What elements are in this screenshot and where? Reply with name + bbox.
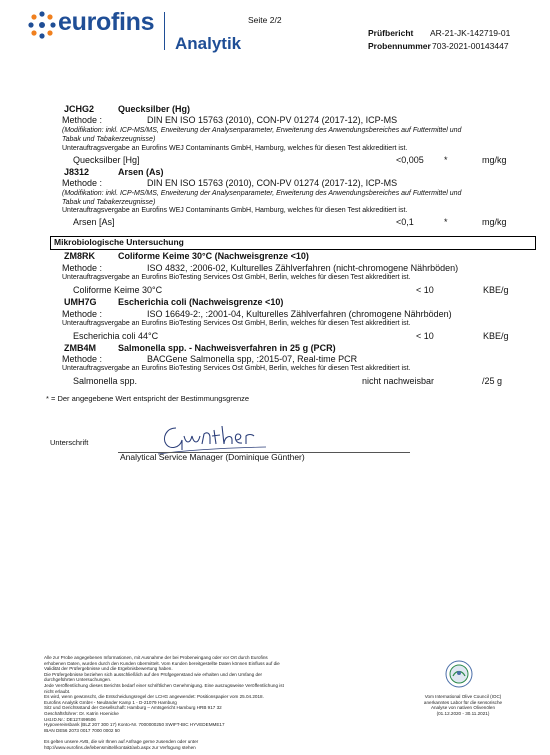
test-code: ZM8RK	[64, 251, 95, 261]
test-code: JCHG2	[64, 104, 95, 114]
method-value: DIN EN ISO 15763 (2010), CON-PV 01274 (2017-12), ICP-MS	[147, 115, 398, 125]
method-value: BACGene Salmonella spp, :2015-07, Real-time PCR	[147, 354, 358, 364]
ioc-accreditation-text	[420, 694, 506, 716]
test-title: Arsen (As)	[118, 167, 164, 177]
ioc-seal-icon	[445, 660, 473, 688]
method-label: Methode :	[62, 115, 103, 125]
section-title: Mikrobiologische Untersuchung	[54, 237, 184, 247]
result-flag: *	[444, 155, 448, 165]
section-header-microbiology	[50, 236, 536, 250]
sample-number: 703-2021-00143447	[432, 41, 509, 51]
subcontract-note: Unterauftragsvergabe an Eurofins WEJ Contaminants GmbH, Hamburg, welches für diesen Test akkreditiert ist.	[62, 145, 408, 152]
logo-subtitle: Analytik	[175, 34, 242, 53]
method-value: DIN EN ISO 15763 (2010), CON-PV 01274 (2017-12), ICP-MS	[147, 178, 398, 188]
footer-line: Alle zur Probe angegebenen Informationen, mit Ausnahme der bei Probeneingang oder vor Ort durch Eurofins	[44, 655, 268, 660]
method-label: Methode :	[62, 263, 103, 273]
footer-line: Ust.ID.Nr.: DE127499506	[44, 716, 96, 722]
logo-wordmark: eurofins	[58, 8, 155, 36]
page-number: Seite 2/2	[248, 15, 282, 25]
result-unit: mg/kg	[482, 217, 507, 227]
result-value: <0,1	[396, 217, 414, 227]
subcontract-note: Unterauftragsvergabe an Eurofins WEJ Contaminants GmbH, Hamburg, welches für diesen Test akkreditiert ist.	[62, 207, 408, 214]
test-title: Coliforme Keime 30°C (Nachweisgrenze <10)	[118, 251, 309, 261]
eurofins-logo-dots-icon	[27, 10, 57, 40]
subcontract-note: Unterauftragsvergabe an Eurofins BioTesting Services Ost GmbH, Berlin, welches für diesen Test akkreditiert ist.	[62, 274, 411, 281]
result-name: Escherichia coli 44°C	[73, 331, 159, 341]
modification-note: (Modifikation: inkl. ICP-MS/MS, Erweiterung der Analysenparameter, Erweiterung des Anwendungsbereiches auf Futtermittel und	[62, 190, 462, 197]
test-code: J8312	[64, 167, 90, 177]
result-name: Salmonella spp.	[73, 376, 138, 386]
footer-line: nicht erlaubt.	[44, 688, 71, 694]
modification-note-2: Tabak und Tabakerzeugnisse)	[62, 136, 156, 143]
test-title: Escherichia coli (Nachweisgrenze <10)	[118, 297, 284, 307]
result-unit: /25 g	[482, 376, 503, 386]
footer-legal-text	[44, 655, 284, 750]
method-value: ISO 16649-2:, :2001-04, Kulturelles Zählverfahren (chromogene Nährböden)	[147, 309, 452, 319]
report-label: Prüfbericht	[368, 28, 414, 38]
footer-line: Sitz und Gerichtsstand der Gesellschaft: Hamburg – Amtsgericht Hamburg HRB 917 32	[44, 705, 222, 711]
result-name: Quecksilber [Hg]	[73, 155, 140, 165]
result-flag: *	[444, 217, 448, 227]
method-label: Methode :	[62, 178, 103, 188]
result-name: Arsen [As]	[73, 217, 115, 227]
ioc-line: (01.12.2020 - 30.11.2021)	[436, 710, 490, 716]
logo-divider	[164, 12, 165, 50]
signatory-name: Analytical Service Manager (Dominique Günther)	[120, 452, 305, 462]
result-value: <0,005	[396, 155, 424, 165]
footer-line: http://www.eurofins.de/lebensmittel/kontakt/avb.aspx zur Verfügung stehen	[44, 744, 196, 750]
footer-line: Die Prüfergebnisse beziehen sich ausschließlich auf den Prüfgegenstand wie erhalten und den Umfang der	[44, 671, 263, 677]
footer-line: erhobenen Daten, wurden durch den Kunden übermittelt. Vom Kunden bereitgestellte Daten können Einfluss auf die	[44, 660, 280, 666]
test-code: ZMB4M	[64, 343, 96, 353]
footnote: * = Der angegebene Wert entspricht der Bestimmungsgrenze	[46, 394, 250, 403]
method-value: ISO 4832, :2006-02, Kulturelles Zählverfahren (nicht-chromogene Nährböden)	[147, 263, 459, 273]
result-value: nicht nachweisbar	[362, 376, 435, 386]
footer-line: Eurofins Analytik GmbH - Neuländer Kamp 1 - D-21079 Hamburg	[44, 699, 177, 705]
method-label: Methode :	[62, 309, 103, 319]
modification-note-2: Tabak und Tabakerzeugnisse)	[62, 199, 156, 206]
footer-line: Es gelten unsere AVB, die wir Ihnen auf Anfrage gerne zusenden oder unter	[44, 738, 199, 744]
ioc-line: Analyse von nativen Olivenölen	[430, 705, 496, 711]
result-value: < 10	[416, 331, 434, 341]
sample-label: Probennummer	[368, 41, 431, 51]
subcontract-note: Unterauftragsvergabe an Eurofins BioTesting Services Ost GmbH, Berlin, welches für diesen Test akkreditiert ist.	[62, 320, 411, 327]
footer-line: IBAN DE56 2073 0017 7000 0002 50	[44, 727, 120, 733]
subcontract-note: Unterauftragsvergabe an Eurofins BioTesting Services Ost GmbH, Berlin, welches für diesen Test akkreditiert ist.	[62, 365, 411, 372]
ioc-line: Vom International Olive Council (IOC)	[424, 694, 502, 699]
footer-line: durchgeführten Untersuchungen.	[44, 677, 112, 683]
footer-line: Validität der Prüfergebnisse und die Ergebnisbewertung haben.	[44, 666, 173, 672]
footer-line: Es wird, wenn gewünscht, die Entscheidungsregel der LCHG angewendet: Positionspapier vom 25.04.2018.	[44, 694, 264, 700]
modification-note: (Modifikation: inkl. ICP-MS/MS, Erweiterung der Analysenparameter, Erweiterung des Anwendungsbereiches auf Futtermittel und	[62, 127, 462, 134]
result-unit: KBE/g	[483, 331, 509, 341]
footer-line: Geschäftsführer: Dr. Katrin Hoenicke	[44, 710, 119, 716]
result-name: Coliforme Keime 30°C	[73, 285, 163, 295]
footer-line: Jede Veröffentlichung dieses Berichts bedarf einer schriftlichen Genehmigung. Eine auszugsweise Veröffentlichung ist	[44, 682, 284, 688]
ioc-line: anerkanntes Labor für die sensorische	[423, 699, 503, 705]
signature-label: Unterschrift	[50, 438, 89, 447]
footer-line: Hypovereinsbank (BLZ 207 300 17) Konto-Nr. 7000000250 SWIFT-BIC HYVEDEMME17	[44, 722, 225, 728]
test-title: Salmonella spp. - Nachweisverfahren in 25 g (PCR)	[118, 343, 336, 353]
test-code: UMH7G	[64, 297, 97, 307]
report-number: AR-21-JK-142719-01	[430, 28, 511, 38]
handwritten-signature	[158, 422, 268, 456]
result-value: < 10	[416, 285, 434, 295]
method-label: Methode :	[62, 354, 103, 364]
result-unit: KBE/g	[483, 285, 509, 295]
result-unit: mg/kg	[482, 155, 507, 165]
test-title: Quecksilber (Hg)	[118, 104, 191, 114]
